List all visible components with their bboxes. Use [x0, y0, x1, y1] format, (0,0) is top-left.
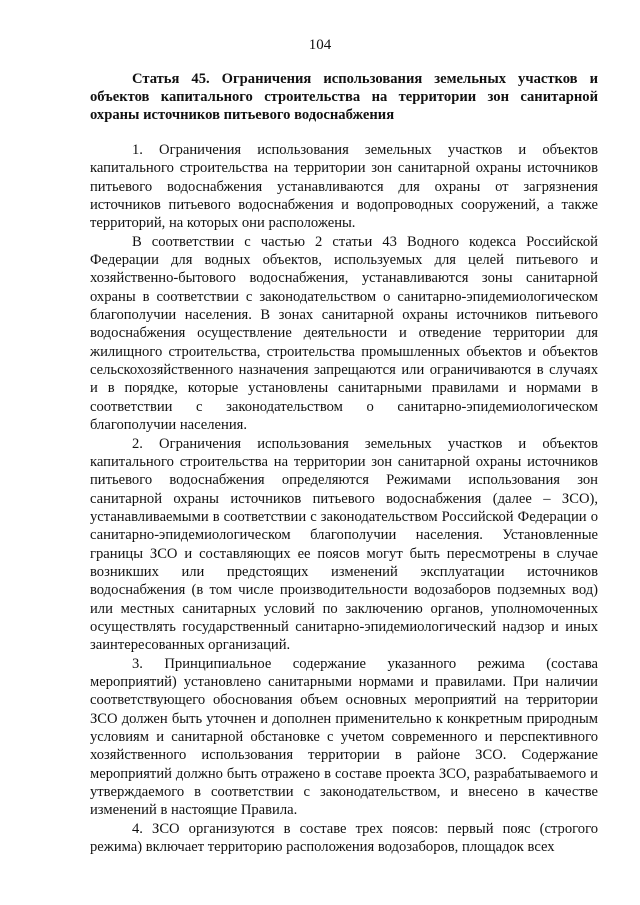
article-heading: Статья 45. Ограничения использования земельных участков и объектов капитального строительства на территории зон санитарной охраны источников питьевого водоснабжения — [90, 71, 598, 123]
paragraph-2: В соответствии с частью 2 статьи 43 Водного кодекса Российской Федерации для водных объектов, используемых для целей питьевого и хозяйственно-бытового водоснабжения, устанавливаются зоны санитарной охраны в соответствии с законодательством о санитарно-эпидемиологическом благополучии населения. В зонах санитарной охраны источников питьевого водоснабжения осуществление деятельности и отведение территории для жилищного строительства, строительства промышленных объектов и объектов сельскохозяйственного назначения запрещаются или ограничиваются в случаях и в порядке, которые установлены санитарными правилами и нормами в соответствии с законодательством о санитарно-эпидемиологическом благополучии населения. — [90, 233, 598, 434]
paragraph-1: 1. Ограничения использования земельных участков и объектов капитального строительства на территории зон санитарной охраны источников питьевого водоснабжения устанавливаются для охраны от загрязнения источников питьевого водоснабжения и водопроводных сооружений, а также территорий, на которых они расположены. — [90, 142, 598, 232]
page-number: 104 — [308, 37, 332, 53]
paragraph-4: 3. Принципиальное содержание указанного режима (состава мероприятий) установлено санитарными нормами и правилами. При наличии соответствующего обоснования объем основных мероприятий на территории ЗСО должен быть уточнен и дополнен применительно к конкретным природным условиям и санитарной обстановке с учетом современного и перспективного хозяйственного использования территории в районе ЗСО. Содержание мероприятий должно быть отражено в составе проекта ЗСО, разрабатываемого и утверждаемого в соответствии с законодательством, и внесено в качестве изменений в настоящие Правила. — [90, 655, 598, 819]
paragraph-3: 2. Ограничения использования земельных участков и объектов капитального строительства на территории зон санитарной охраны источников питьевого водоснабжения определяются Режимами использования зон санитарной охраны источников питьевого водоснабжения (далее – ЗСО), устанавливаемыми в соответствии с законодательством Российской Федерации о санитарно-эпидемиологическом благополучии населения. Установленные границы ЗСО и составляющих ее поясов могут быть пересмотрены в случае возникших или предстоящих изменений эксплуатации источников водоснабжения (в том числе производительности водозаборов подземных вод) или местных санитарных условий по заключению органов, уполномоченных осуществлять государственный санитарно-эпидемиологический надзор и иных заинтересованных организаций. — [90, 435, 598, 654]
article-body — [90, 141, 598, 856]
paragraph-5: 4. ЗСО организуются в составе трех поясов: первый пояс (строгого режима) включает территорию расположения водозаборов, площадок всех — [90, 820, 598, 856]
